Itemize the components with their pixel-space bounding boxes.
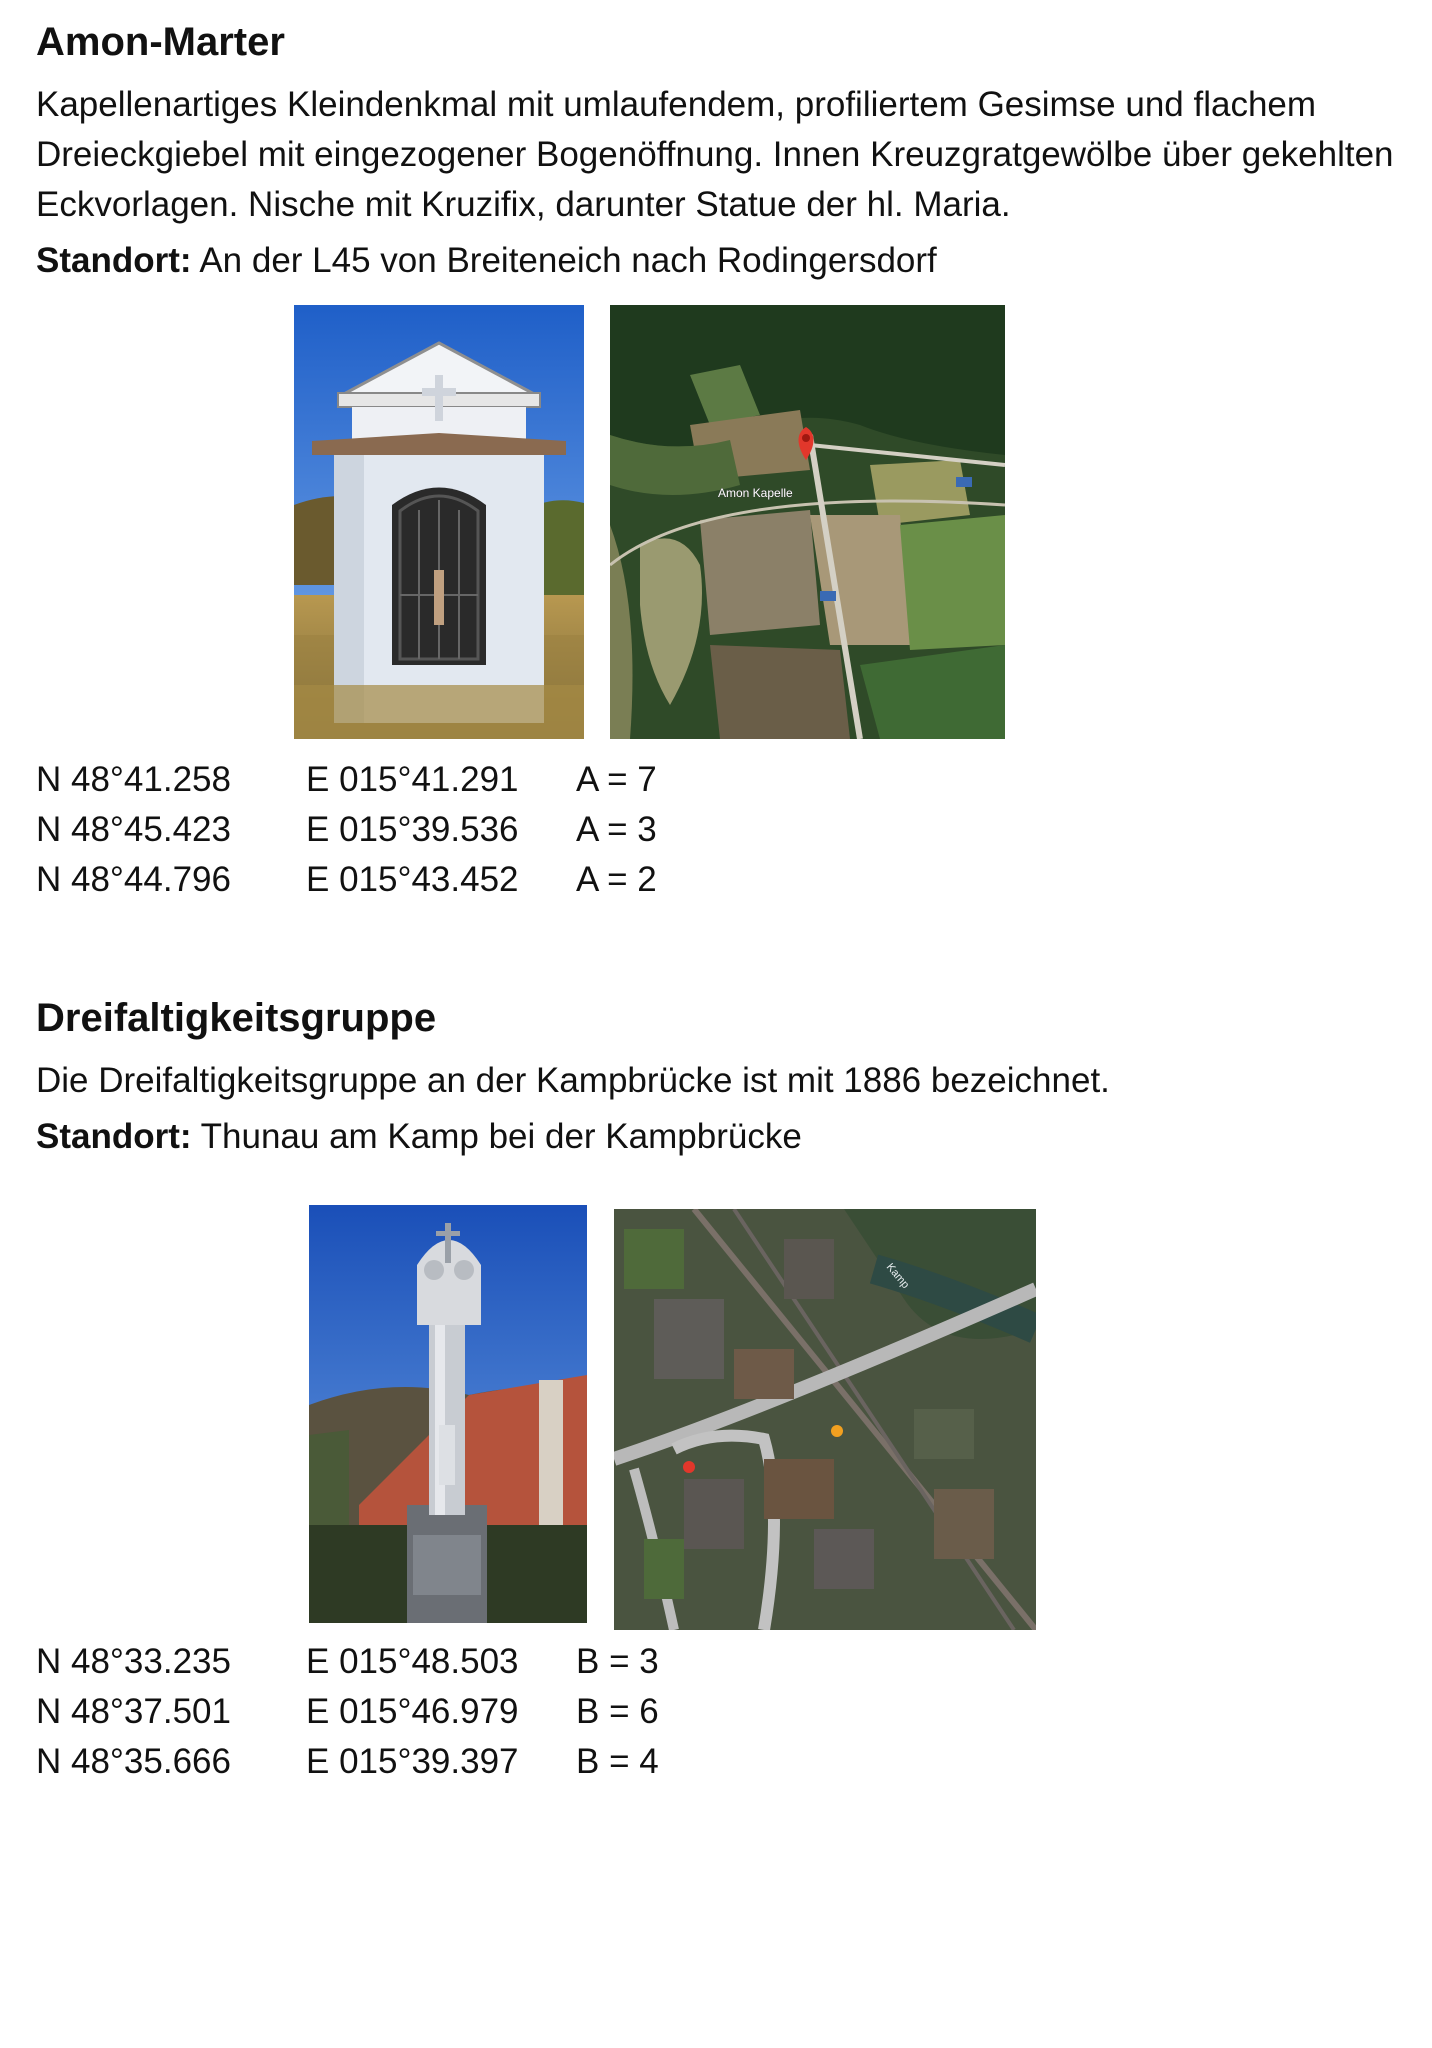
coordinate-row bbox=[36, 755, 696, 805]
location-label: Standort: bbox=[36, 1117, 192, 1156]
section-title: Dreifaltigkeitsgruppe bbox=[36, 996, 437, 1040]
longitude: E 015°39.536 bbox=[306, 810, 519, 849]
latitude: N 48°44.796 bbox=[36, 860, 231, 899]
longitude: E 015°41.291 bbox=[306, 760, 519, 799]
location-line bbox=[36, 1112, 1406, 1162]
coordinate-row bbox=[36, 1687, 696, 1737]
section-title: Amon-Marter bbox=[36, 20, 285, 64]
variable-value: B = 4 bbox=[576, 1742, 659, 1781]
location-text: An der L45 von Breiteneich nach Rodingersdorf bbox=[191, 241, 937, 280]
variable-value: B = 3 bbox=[576, 1642, 659, 1681]
map-label: Kamp bbox=[883, 1261, 912, 1291]
coordinates-table bbox=[36, 1637, 696, 1787]
section-dreifaltigkeitsgruppe bbox=[36, 994, 1406, 1162]
latitude: N 48°37.501 bbox=[36, 1692, 231, 1731]
chapel-photo bbox=[294, 305, 584, 739]
section-amon-marter bbox=[36, 18, 1406, 286]
coordinate-row bbox=[36, 1737, 696, 1787]
variable-value: A = 7 bbox=[576, 760, 657, 799]
latitude: N 48°35.666 bbox=[36, 1742, 231, 1781]
section-description: Die Dreifaltigkeitsgruppe an der Kampbrücke ist mit 1886 bezeichnet. bbox=[36, 1061, 1110, 1100]
satellite-map-thunau bbox=[614, 1209, 1036, 1630]
location-line bbox=[36, 236, 1406, 286]
location-label: Standort: bbox=[36, 241, 192, 280]
coordinates-table bbox=[36, 755, 696, 905]
variable-value: A = 2 bbox=[576, 860, 657, 899]
latitude: N 48°45.423 bbox=[36, 810, 231, 849]
map-label: Amon Kapelle bbox=[718, 486, 793, 500]
coordinate-row bbox=[36, 1637, 696, 1687]
coordinate-row bbox=[36, 855, 696, 905]
latitude: N 48°41.258 bbox=[36, 760, 231, 799]
longitude: E 015°43.452 bbox=[306, 860, 519, 899]
satellite-map-amon bbox=[610, 305, 1005, 739]
section-description: Kapellenartiges Kleindenkmal mit umlaufendem, profiliertem Gesimse und flachem Dreieckgiebel mit eingezogener Bogenöffnung. Innen Kreuzgratgewölbe über gekehlten Eckvorlagen. Nische mit Kruzifix, darunter Statue der hl. Maria. bbox=[36, 85, 1394, 224]
longitude: E 015°39.397 bbox=[306, 1742, 519, 1781]
coordinate-row bbox=[36, 805, 696, 855]
longitude: E 015°46.979 bbox=[306, 1692, 519, 1731]
trinity-column-photo bbox=[309, 1205, 587, 1623]
longitude: E 015°48.503 bbox=[306, 1642, 519, 1681]
latitude: N 48°33.235 bbox=[36, 1642, 231, 1681]
variable-value: A = 3 bbox=[576, 810, 657, 849]
location-text: Thunau am Kamp bei der Kampbrücke bbox=[191, 1117, 802, 1156]
variable-value: B = 6 bbox=[576, 1692, 659, 1731]
